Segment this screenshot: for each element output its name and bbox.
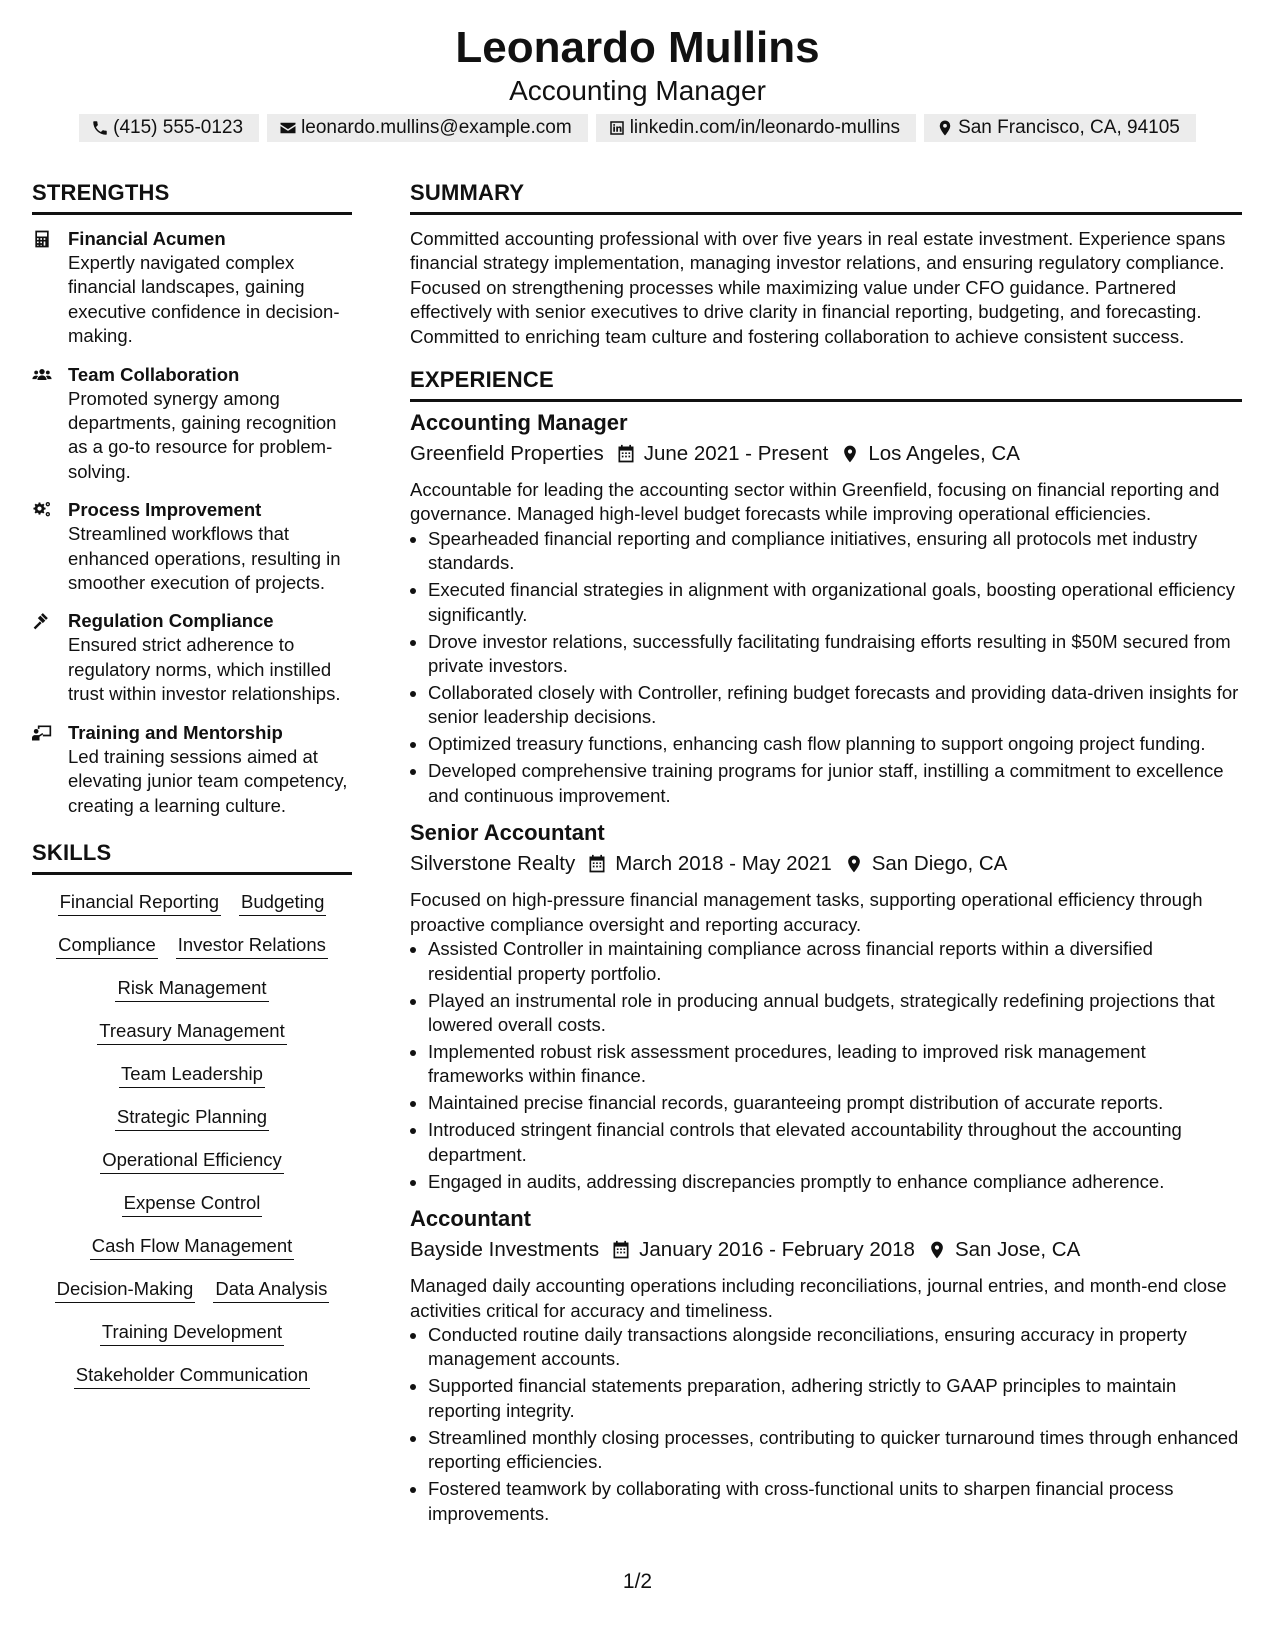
resume-header: [0, 22, 1275, 108]
contact-location: [924, 114, 1196, 142]
job-bullet: • Assisted Controller in maintaining compliance across financial reports within a diversified residential property portfolio.: [428, 937, 1242, 986]
strength-item: [32, 363, 352, 485]
strength-item: [32, 609, 352, 706]
strength-desc: Promoted synergy among departments, gaining recognition as a go-to resource for problem-solving.: [68, 387, 337, 482]
job-bullet: • Spearheaded financial reporting and compliance initiatives, ensuring all protocols met industry standards.: [428, 527, 1242, 576]
job-meta: [410, 1234, 1242, 1266]
job-bullet: • Implemented robust risk assessment procedures, leading to improved risk management frameworks within finance.: [428, 1040, 1242, 1089]
candidate-name: Leonardo Mullins: [455, 23, 820, 72]
job-company: Bayside Investments: [410, 1238, 600, 1262]
job-meta: [410, 848, 1242, 880]
calendar-icon: [616, 444, 636, 464]
job-title: Senior Accountant: [410, 820, 605, 846]
chalkboard-teacher-icon: [32, 723, 52, 743]
job-title: Accounting Manager: [410, 410, 628, 436]
calendar-icon: [587, 854, 607, 874]
job-bullets: [410, 527, 1242, 808]
skill-tag: Operational Efficiency: [100, 1147, 284, 1174]
job-bullet: • Conducted routine daily transactions alongside reconciliations, ensuring accuracy in property management accounts.: [428, 1323, 1242, 1372]
contact-bar: [0, 114, 1275, 142]
experience-heading: EXPERIENCE: [410, 365, 1242, 402]
skill-tag: Team Leadership: [119, 1061, 265, 1088]
job-dates: January 2016 - February 2018: [639, 1238, 915, 1262]
job-bullet: • Introduced stringent financial controls that elevated accountability throughout the accounting department.: [428, 1118, 1242, 1167]
skill-tag: Compliance: [56, 932, 158, 959]
linkedin-text[interactable]: linkedin.com/in/leonardo-mullins: [629, 117, 901, 138]
skill-tag: Training Development: [100, 1319, 284, 1346]
map-pin-icon: [840, 444, 860, 464]
job-bullet: • Optimized treasury functions, enhancing cash flow planning to support ongoing project funding.: [428, 732, 1242, 756]
skill-tag: Data Analysis: [213, 1276, 329, 1303]
phone-text: (415) 555-0123: [113, 117, 244, 138]
job-bullets: [410, 937, 1242, 1194]
job-bullet: • Developed comprehensive training programs for junior staff, instilling a commitment to excellence and continuous improvement.: [428, 759, 1242, 808]
gavel-icon: [32, 611, 52, 631]
job-location: San Diego, CA: [871, 852, 1008, 876]
job-bullet: • Played an instrumental role in producing annual budgets, strategically redefining projections that lowered overall costs.: [428, 989, 1242, 1038]
skill-tag: Financial Reporting: [58, 889, 221, 916]
skill-tag: Strategic Planning: [115, 1104, 269, 1131]
strengths-heading: STRENGTHS: [32, 178, 352, 215]
calculator-icon: [32, 229, 52, 249]
contact-phone: [79, 114, 259, 142]
skill-tag: Decision-Making: [55, 1276, 196, 1303]
strength-item: [32, 227, 352, 349]
skill-tag: Risk Management: [115, 975, 268, 1002]
summary-heading: SUMMARY: [410, 178, 1242, 215]
skill-tag: Stakeholder Communication: [74, 1362, 310, 1389]
candidate-role: Accounting Manager: [509, 75, 766, 106]
job-company: Silverstone Realty: [410, 852, 576, 876]
strength-title: Financial Acumen: [68, 228, 226, 249]
job-bullet: • Supported financial statements preparation, adhering strictly to GAAP principles to maintain reporting integrity.: [428, 1374, 1242, 1423]
job-entry: [410, 818, 1242, 1194]
contact-linkedin: [596, 114, 916, 142]
contact-email: [267, 114, 588, 142]
strength-title: Training and Mentorship: [68, 721, 283, 743]
envelope-icon: [279, 119, 297, 137]
job-bullet: • Drove investor relations, successfully facilitating fundraising efforts resulting in $50M secured from private investors.: [428, 630, 1242, 679]
users-icon: [32, 365, 52, 385]
job-dates: March 2018 - May 2021: [615, 852, 832, 876]
right-column: [410, 178, 1242, 1536]
strength-title: Team Collaboration: [68, 363, 240, 385]
skill-tag: Expense Control: [122, 1190, 263, 1217]
job-bullets: [410, 1323, 1242, 1526]
job-description: Managed daily accounting operations including reconciliations, journal entries, and month-end close activities critical for accuracy and timeliness.: [410, 1275, 1227, 1321]
job-bullet: • Streamlined monthly closing processes, contributing to quicker turnaround times through enhanced reporting efficiencies.: [428, 1426, 1242, 1475]
job-company: Greenfield Properties: [410, 442, 604, 466]
skills-heading: SKILLS: [32, 838, 352, 875]
strength-title: Process Improvement: [68, 499, 262, 521]
location-text: San Francisco, CA, 94105: [958, 117, 1180, 138]
strength-desc: Expertly navigated complex financial landscapes, gaining executive confidence in decision-making.: [68, 252, 340, 347]
map-pin-icon: [927, 1240, 947, 1260]
job-bullet: • Fostered teamwork by collaborating with cross-functional units to sharpen financial process improvements.: [428, 1477, 1242, 1526]
job-bullet: • Maintained precise financial records, guaranteeing prompt distribution of accurate reports.: [428, 1091, 1242, 1115]
job-entry: [410, 1204, 1242, 1526]
job-bullet: • Engaged in audits, addressing discrepancies promptly to enhance compliance adherence.: [428, 1170, 1242, 1194]
skill-tag: Treasury Management: [97, 1018, 286, 1045]
email-text[interactable]: leonardo.mullins@example.com: [301, 117, 572, 138]
job-bullet: • Executed financial strategies in alignment with organizational goals, boosting operational efficiency significantly.: [428, 578, 1242, 627]
calendar-icon: [611, 1240, 631, 1260]
strength-item: [32, 721, 352, 818]
skill-tag: Cash Flow Management: [90, 1233, 295, 1260]
job-description: Focused on high-pressure financial management tasks, supporting operational efficiency through proactive compliance oversight and reporting accuracy.: [410, 889, 1203, 935]
strength-desc: Led training sessions aimed at elevating junior team competency, creating a learning culture.: [68, 745, 348, 816]
job-location: Los Angeles, CA: [868, 442, 1020, 466]
gears-icon: [32, 500, 52, 520]
summary-text: Committed accounting professional with over five years in real estate investment. Experience spans financial strategy implementation, managing investor relations, and ensuring regulatory compliance. Focused on strengthening processes while maximizing value under CFO guidance. Partnered effectively with senior executives to drive clarity in financial reporting, budgeting, and forecasting. Committed to enriching team culture and fostering collaboration to achieve consistent success.: [410, 228, 1226, 347]
strength-title: Regulation Compliance: [68, 610, 274, 632]
job-meta: [410, 438, 1242, 470]
strength-item: [32, 498, 352, 595]
job-title: Accountant: [410, 1206, 531, 1232]
phone-icon: [91, 119, 109, 137]
left-column: [32, 178, 352, 1389]
job-entry: [410, 408, 1242, 808]
job-description: Accountable for leading the accounting sector within Greenfield, focusing on financial reporting and governance. Managed high-level budget forecasts while improving operational efficiencies.: [410, 479, 1220, 525]
job-location: San Jose, CA: [954, 1238, 1081, 1262]
map-pin-icon: [936, 119, 954, 137]
strength-desc: Streamlined workflows that enhanced operations, resulting in smoother execution of projects.: [68, 523, 341, 594]
page-indicator: 1/2: [622, 1570, 653, 1593]
skill-tag: Budgeting: [239, 889, 326, 916]
skill-tag: Investor Relations: [176, 932, 328, 959]
strength-desc: Ensured strict adherence to regulatory norms, which instilled trust within investor relationships.: [68, 634, 341, 705]
skills-list: [32, 887, 352, 1389]
linkedin-icon: [608, 119, 626, 137]
job-dates: June 2021 - Present: [643, 442, 829, 466]
map-pin-icon: [844, 854, 864, 874]
job-bullet: • Collaborated closely with Controller, refining budget forecasts and providing data-driven insights for senior leadership decisions.: [428, 681, 1242, 730]
